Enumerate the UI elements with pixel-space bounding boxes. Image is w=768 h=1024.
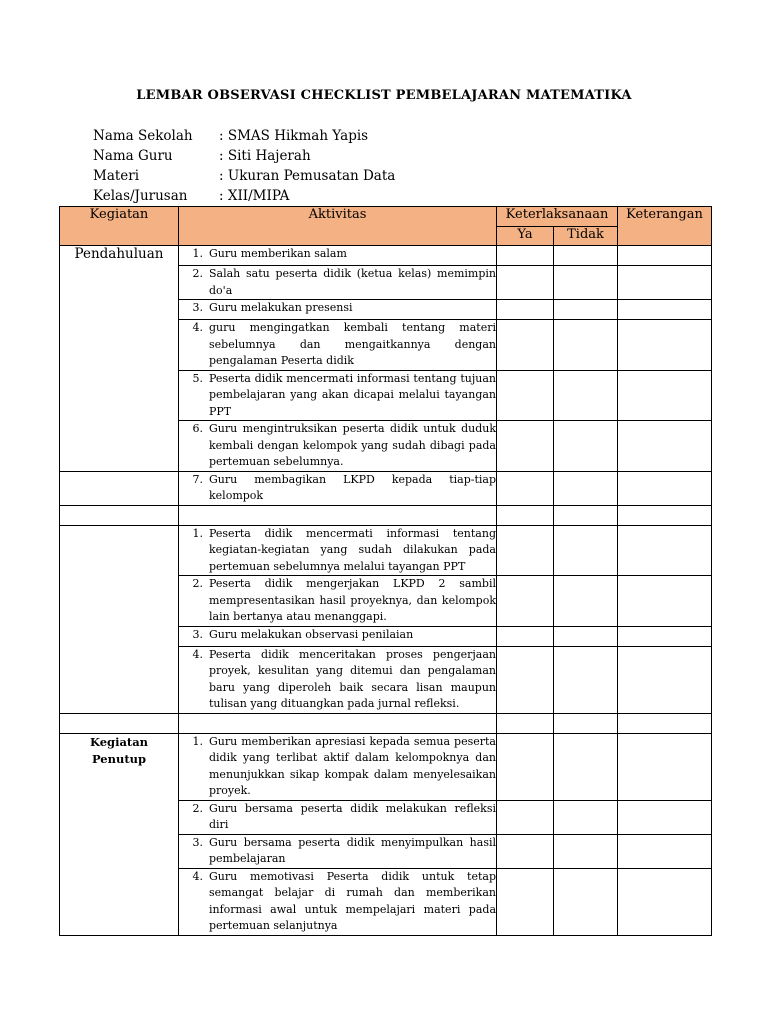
activity-text: Guru memberikan apresiasi kepada semua peserta didik yang terlibat aktif dalam kelompoknya dan menunjukkan sikap kompak dalam menyelesaikan proyek. [209,734,496,797]
keterangan-cell[interactable] [618,576,712,627]
keterangan-cell[interactable] [618,320,712,371]
item-number: 3. [192,627,203,641]
activity-text: Guru memotivasi Peserta didik untuk tetap semangat belajar di rumah dan memberikan informasi awal untuk mempelajari materi pada pertemuan selanjutnya [209,869,496,932]
item-number: 2. [192,577,203,590]
info-label: Kelas/Jurusan [93,188,188,204]
ya-cell[interactable] [497,733,554,800]
info-label: Nama Guru [93,148,173,164]
info-row-sekolah [93,126,395,146]
ya-cell[interactable] [497,800,554,834]
activity-text: Guru mengintruksikan peserta didik untuk duduk kembali dengan kelompok yang sudah dibagi pada pertemuan sebelumnya. [209,422,496,468]
info-value: : Siti Hajerah [219,148,311,164]
table-row [60,525,712,576]
activity-text: guru mengingatkan kembali tentang materi sebelumnya dan mengaitkannya dengan pengalaman Peserta didik [209,321,496,367]
info-row-materi [93,166,395,186]
keterangan-cell[interactable] [618,300,712,320]
tidak-cell[interactable] [554,834,618,868]
tidak-cell[interactable] [554,525,618,576]
tidak-cell[interactable] [554,300,618,320]
item-number: 7. [192,472,203,486]
spacer-row [60,505,712,525]
ya-cell[interactable] [497,320,554,371]
header-aktivitas: Aktivitas [179,207,497,246]
keterangan-cell[interactable] [618,834,712,868]
info-block [93,126,395,206]
tidak-cell[interactable] [554,266,618,300]
ya-cell[interactable] [497,370,554,421]
table-row [60,471,712,505]
activity-text: Peserta didik mencermati informasi tentang kegiatan-kegiatan yang sudah dilakukan pada pertemuan sebelumnya melalui tayangan PPT [209,526,496,573]
item-number: 2. [192,801,203,815]
header-kegiatan: Kegiatan [60,207,179,246]
section-label-pendahuluan: Pendahuluan [60,246,179,472]
item-number: 2. [192,267,203,280]
ya-cell[interactable] [497,421,554,472]
ya-cell[interactable] [497,834,554,868]
ya-cell[interactable] [497,300,554,320]
tidak-cell[interactable] [554,370,618,421]
tidak-cell[interactable] [554,646,618,713]
tidak-cell[interactable] [554,421,618,472]
info-row-guru [93,146,395,166]
observation-table [59,206,712,936]
ya-cell[interactable] [497,646,554,713]
item-number: 4. [192,869,203,883]
item-number: 4. [192,321,203,334]
info-label: Nama Sekolah [93,128,193,144]
header-keterlaksanaan: Keterlaksanaan [497,207,618,227]
keterangan-cell[interactable] [618,370,712,421]
activity-text: Guru membagikan LKPD kepada tiap-tiap kelompok [209,472,496,502]
activity-text: Guru bersama peserta didik melakukan refleksi diri [209,801,496,831]
activity-text: Guru melakukan observasi penilaian [209,627,414,641]
item-number: 4. [192,647,203,661]
keterangan-cell[interactable] [618,471,712,505]
ya-cell[interactable] [497,471,554,505]
keterangan-cell[interactable] [618,626,712,646]
activity-text: Guru memberikan salam [209,247,347,260]
tidak-cell[interactable] [554,320,618,371]
item-number: 1. [192,526,203,540]
section-label-inti [60,525,179,713]
ya-cell[interactable] [497,266,554,300]
keterangan-cell[interactable] [618,733,712,800]
item-number: 1. [192,247,203,260]
tidak-cell[interactable] [554,800,618,834]
ya-cell[interactable] [497,246,554,266]
header-tidak: Tidak [554,227,618,246]
info-value: : XII/MIPA [219,188,290,204]
keterangan-cell[interactable] [618,868,712,935]
ya-cell[interactable] [497,626,554,646]
table-row [60,246,712,266]
activity-text: Salah satu peserta didik (ketua kelas) memimpin do'a [209,267,496,297]
ya-cell[interactable] [497,525,554,576]
keterangan-cell[interactable] [618,246,712,266]
table-row [60,733,712,800]
keterangan-cell[interactable] [618,646,712,713]
item-number: 6. [192,422,203,435]
keterangan-cell[interactable] [618,266,712,300]
info-label: Materi [93,168,140,184]
tidak-cell[interactable] [554,868,618,935]
header-keterangan: Keterangan [618,207,712,246]
ya-cell[interactable] [497,576,554,627]
item-number: 3. [192,301,203,314]
document-title: LEMBAR OBSERVASI CHECKLIST PEMBELAJARAN MATEMATIKA [136,88,632,103]
item-number: 1. [192,734,203,748]
empty-kegiatan-cell [60,471,179,505]
info-row-kelas [93,186,395,206]
tidak-cell[interactable] [554,471,618,505]
tidak-cell[interactable] [554,733,618,800]
section-label-penutup: Kegiatan Penutup [60,733,179,935]
spacer-row [60,713,712,733]
tidak-cell[interactable] [554,626,618,646]
activity-text: Guru melakukan presensi [209,301,353,314]
keterangan-cell[interactable] [618,421,712,472]
activity-text: Peserta didik mengerjakan LKPD 2 sambil mempresentasikan hasil proyeknya, dan kelompok lain bertanya atau menanggapi. [209,577,496,623]
activity-text: Peserta didik mencermati informasi tentang tujuan pembelajaran yang akan dicapai melalui tayangan PPT [209,371,496,418]
ya-cell[interactable] [497,868,554,935]
keterangan-cell[interactable] [618,800,712,834]
tidak-cell[interactable] [554,246,618,266]
item-number: 5. [192,371,203,385]
header-ya: Ya [497,227,554,246]
activity-text: Peserta didik menceritakan proses pengerjaan proyek, kesulitan yang ditemui dan pengalaman baru yang diperoleh baik secara lisan maupun tulisan yang dituangkan pada jurnal refleksi. [209,647,496,710]
info-value: : SMAS Hikmah Yapis [219,128,369,144]
activity-text: Guru bersama peserta didik menyimpulkan hasil pembelajaran [209,835,496,865]
item-number: 3. [192,835,203,849]
info-value: : Ukuran Pemusatan Data [219,168,396,184]
tidak-cell[interactable] [554,576,618,627]
keterangan-cell[interactable] [618,525,712,576]
